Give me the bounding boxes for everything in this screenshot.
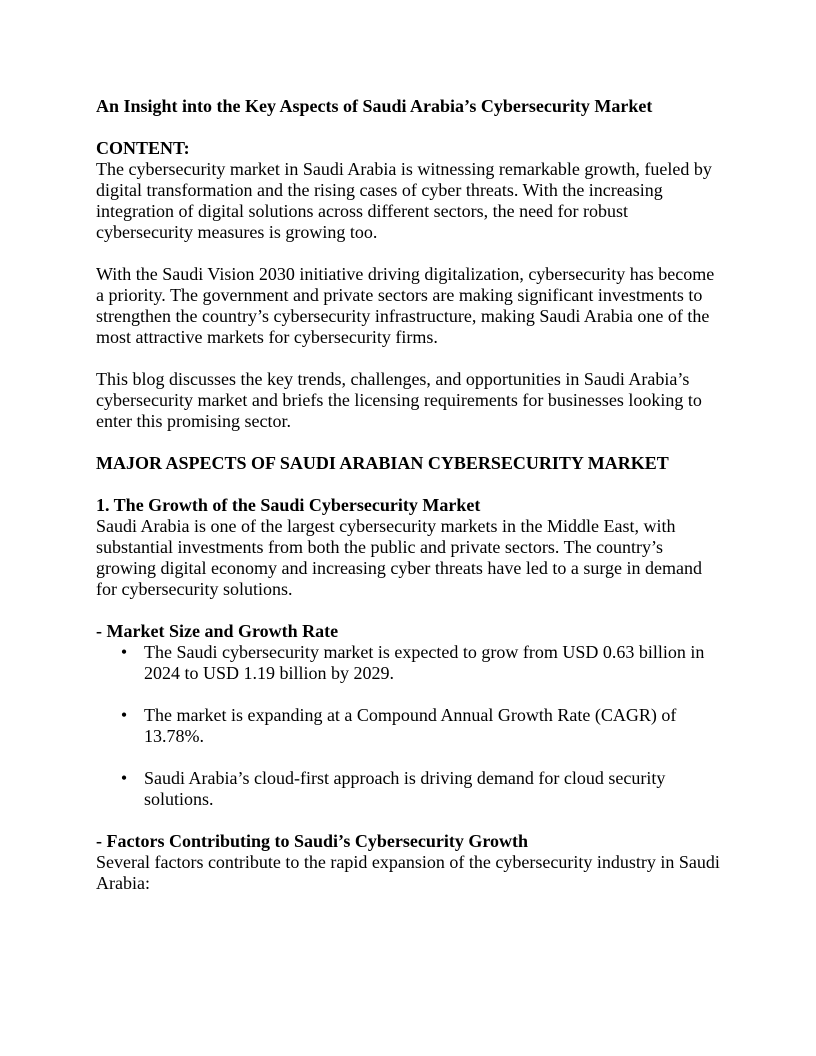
- list-item: [96, 768, 724, 810]
- section-market-size: [96, 621, 724, 810]
- market-size-bullet-list: [96, 642, 724, 810]
- factors-heading: - Factors Contributing to Saudi’s Cybersecurity Growth: [96, 831, 528, 851]
- section-factors: [96, 831, 724, 894]
- bullet-icon: •: [120, 768, 128, 788]
- list-item: [96, 642, 724, 684]
- intro-paragraph-3: This blog discusses the key trends, challenges, and opportunities in Saudi Arabia’s cybersecurity market and briefs the licensing requirements for businesses looking to enter this promising sector.: [96, 369, 702, 431]
- bullet-text: The market is expanding at a Compound Annual Growth Rate (CAGR) of 13.78%.: [144, 705, 677, 746]
- bullet-icon: •: [120, 642, 128, 662]
- section-growth: [96, 495, 724, 600]
- bullet-text: Saudi Arabia’s cloud-first approach is driving demand for cloud security solutions.: [144, 768, 666, 809]
- document-title: An Insight into the Key Aspects of Saudi Arabia’s Cybersecurity Market: [96, 96, 653, 116]
- content-label: CONTENT:: [96, 138, 190, 158]
- intro-paragraph-2: With the Saudi Vision 2030 initiative driving digitalization, cybersecurity has become a priority. The government and private sectors are making significant investments to strengthen the country’s cybersecurity infrastructure, making Saudi Arabia one of the most attractive markets for cybersecurity firms.: [96, 264, 715, 347]
- section-growth-heading: 1. The Growth of the Saudi Cybersecurity Market: [96, 495, 481, 515]
- major-aspects-heading: MAJOR ASPECTS OF SAUDI ARABIAN CYBERSECURITY MARKET: [96, 453, 669, 473]
- section-growth-body: Saudi Arabia is one of the largest cybersecurity markets in the Middle East, with substantial investments from both the public and private sectors. The country’s growing digital economy and increasing cyber threats have led to a surge in demand for cybersecurity solutions.: [96, 516, 702, 599]
- intro-paragraph-1: The cybersecurity market in Saudi Arabia is witnessing remarkable growth, fueled by digital transformation and the rising cases of cyber threats. With the increasing integration of digital solutions across different sectors, the need for robust cybersecurity measures is growing too.: [96, 159, 712, 242]
- market-size-heading: - Market Size and Growth Rate: [96, 621, 339, 641]
- content-section: [96, 138, 724, 243]
- bullet-icon: •: [120, 705, 128, 725]
- factors-body: Several factors contribute to the rapid expansion of the cybersecurity industry in Saudi Arabia:: [96, 852, 720, 893]
- list-item: [96, 705, 724, 747]
- bullet-text: The Saudi cybersecurity market is expected to grow from USD 0.63 billion in 2024 to USD 1.19 billion by 2029.: [144, 642, 705, 683]
